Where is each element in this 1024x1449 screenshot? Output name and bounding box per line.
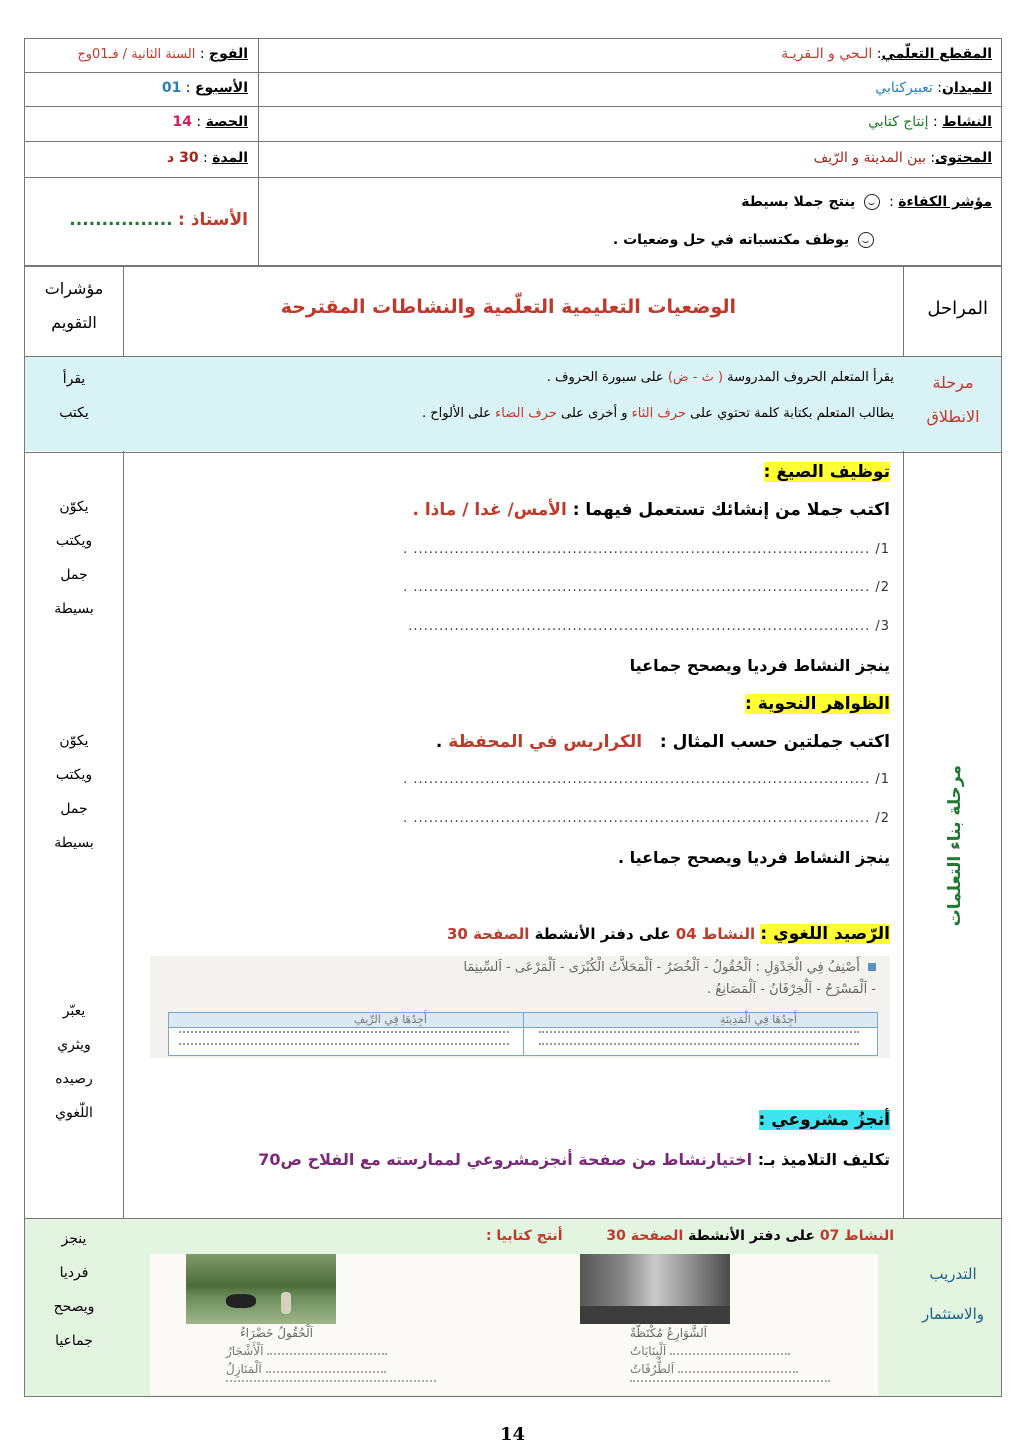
duration-row: المدة : 30 د bbox=[167, 150, 248, 166]
build-eval-c bbox=[26, 994, 122, 1130]
street-shape bbox=[580, 1306, 730, 1324]
practice-activity bbox=[486, 1228, 894, 1244]
week-row: الأسبوع : 01 bbox=[161, 80, 248, 96]
vocab-c: الصفحة 30 bbox=[446, 925, 530, 943]
session-value: 14 bbox=[172, 114, 192, 130]
header-row-line bbox=[24, 106, 1002, 107]
dots bbox=[226, 1380, 436, 1382]
eval-header-2: التقويم bbox=[51, 313, 97, 332]
grammar-line-2: 2/ ......................................................................................... . bbox=[403, 811, 890, 826]
launch-stage bbox=[905, 366, 1001, 434]
indicator-2: يوظف مكتسباته في حل وضعيات . bbox=[612, 232, 850, 248]
country-word-1: اَلْأَشْجَارُ bbox=[226, 1344, 264, 1358]
practice-act-b: على دفتر الأنشطة bbox=[688, 1228, 815, 1244]
content-label: المحتوى bbox=[935, 150, 992, 166]
country-line-1 bbox=[226, 1344, 387, 1358]
cow-shape bbox=[226, 1294, 256, 1308]
book-dots bbox=[539, 1031, 859, 1033]
build-stage: مرحلة بناء التعلمات bbox=[945, 765, 965, 927]
book-dots bbox=[179, 1043, 509, 1045]
book-col-city: أَجِدُهَا فِي الْمَدِينَةِ bbox=[719, 1013, 797, 1026]
city-line-1 bbox=[630, 1344, 790, 1358]
row-line bbox=[24, 452, 1002, 453]
project-line bbox=[258, 1150, 890, 1169]
book-table bbox=[168, 1012, 878, 1056]
practice-eval bbox=[26, 1222, 122, 1358]
city-photo bbox=[580, 1254, 730, 1324]
indicator-label: مؤشر الكفاءة bbox=[898, 194, 992, 210]
session-label: الحصة bbox=[205, 114, 248, 130]
city-word-1: اَلْبِنَايَاتُ bbox=[630, 1344, 667, 1358]
formulas-line-3: 3/ .......................................................................................... bbox=[408, 619, 890, 634]
launch-eval-2: يكتب bbox=[59, 405, 89, 421]
country-line-2 bbox=[226, 1362, 386, 1376]
practice-stage bbox=[905, 1254, 1001, 1334]
page-number: 14 bbox=[500, 1424, 526, 1445]
duration-value: 30 د bbox=[167, 150, 199, 166]
countryside-photo bbox=[186, 1254, 336, 1324]
practice-stage-2: والاستثمار bbox=[921, 1305, 985, 1323]
dots bbox=[630, 1380, 830, 1382]
practice-eval-4: جماعيا bbox=[55, 1333, 93, 1349]
segment-row: المقطع التعلّمي: الـحي و الـقريـة bbox=[781, 46, 992, 62]
vocab-b: على دفتر الأنشطة bbox=[534, 925, 671, 943]
grammar-example: الكراريس في المحفظة bbox=[448, 732, 643, 752]
practice-act-c: الصفحة 30 bbox=[606, 1228, 684, 1244]
build-eval-a4: بسيطة bbox=[54, 601, 94, 617]
activity-value: إنتاج كتابي bbox=[868, 114, 929, 130]
group-value: السنة الثانية / فـ01وج bbox=[77, 47, 196, 62]
city-word-2: اَلطُّرُقَاتُ bbox=[630, 1362, 675, 1376]
formulas-title bbox=[764, 462, 890, 482]
city-caption: اَلشَّوَارِعُ مُكْتَظَّةٌ bbox=[630, 1326, 707, 1340]
grammar-dot: . bbox=[435, 732, 443, 752]
project-title-text: أنجزُ مشروعي : bbox=[758, 1110, 890, 1130]
bullet-icon bbox=[868, 963, 876, 971]
launch-line-2 bbox=[422, 406, 894, 421]
content-value: بين المدينة و الرّيف bbox=[813, 150, 926, 166]
formulas-instr-text: اكتب جملا من إنشائك تستعمل فيهما : bbox=[572, 500, 890, 520]
book-col-country: أَجِدُهَا فِي الرِّيفِ bbox=[353, 1013, 427, 1026]
build-eval-b3: جمل bbox=[60, 801, 88, 817]
formulas-title-text: توظيف الصيغ : bbox=[763, 462, 890, 482]
project-a: تكليف التلاميذ بـ: bbox=[757, 1150, 890, 1169]
smiley-icon bbox=[858, 232, 874, 248]
dots bbox=[678, 1371, 798, 1373]
build-eval-c1: يعبّر bbox=[62, 1003, 86, 1019]
group-label: الفوج bbox=[209, 46, 248, 62]
launch-line-1 bbox=[547, 370, 894, 385]
launch-line-1c: على سبورة الحروف . bbox=[546, 370, 664, 385]
grammar-line-1: 1/ ......................................................................................... . bbox=[403, 772, 890, 787]
book-table-divider bbox=[523, 1013, 524, 1055]
stages-header: المراحل bbox=[927, 298, 988, 319]
week-value: 01 bbox=[161, 80, 182, 96]
duration-label: المدة bbox=[212, 150, 248, 166]
practice-eval-1: ينجز bbox=[61, 1231, 87, 1247]
practice-stage-1: التدريب bbox=[929, 1265, 977, 1283]
eval-header-1: مؤشرات bbox=[44, 279, 104, 298]
header-row-line bbox=[24, 72, 1002, 73]
practice-act-a: النشاط 07 bbox=[819, 1228, 894, 1244]
project-b: اختيارنشاط من صفحة أنجزمشروعي لممارسته مع الفلاح ص70 bbox=[258, 1150, 753, 1169]
grammar-title bbox=[745, 694, 890, 714]
formulas-words: الأمس/ غدا / ماذا . bbox=[412, 500, 567, 520]
city-line-2 bbox=[630, 1362, 798, 1376]
build-eval-b bbox=[26, 724, 122, 860]
build-eval-a3: جمل bbox=[60, 567, 88, 583]
book-line-1: أَصْنِفُ فِي الْجَدْوَلِ : اَلْحُقُولُ - اَلْخُضَرُ - اَلْمَحَلاَّتُ الْكُبْرَى - اَلْمَرْعَى - اَلسِّينِمَا bbox=[463, 960, 860, 975]
build-eval-c2: ويثري bbox=[57, 1037, 91, 1053]
individual-2: ينجز النشاط فرديا ويصحح جماعيا . bbox=[617, 848, 890, 867]
segment-value: الـحي و الـقريـة bbox=[781, 46, 873, 62]
build-eval-c3: رصيده bbox=[55, 1071, 93, 1087]
practice-eval-3: ويصحح bbox=[53, 1299, 95, 1315]
week-label: الأسبوع bbox=[194, 80, 248, 96]
individual-1: ينجز النشاط فرديا ويصحح جماعيا bbox=[629, 656, 890, 675]
vocab-a: النشاط 04 bbox=[675, 925, 756, 943]
build-eval-b1: يكوّن bbox=[59, 733, 89, 749]
teacher-value: ................ bbox=[69, 210, 173, 230]
smiley-icon bbox=[864, 194, 880, 210]
teacher-label: الأستاذ : bbox=[178, 210, 248, 230]
teacher-row bbox=[69, 210, 248, 230]
activity-label: النشاط bbox=[942, 114, 992, 130]
launch-line-2a: يطالب المتعلم بكتابة كلمة تحتوي على bbox=[690, 406, 894, 421]
book-line-2: - اَلْمَسْرَحُ - اَلْخِرْفَانُ - اَلْمَصَانِعُ . bbox=[707, 982, 876, 997]
formulas-line-1: 1/ ......................................................................................... . bbox=[403, 542, 890, 557]
book-dots bbox=[539, 1043, 859, 1045]
session-row: الحصة : 14 bbox=[172, 114, 248, 130]
launch-line-2d: حرف الضاء bbox=[495, 406, 557, 421]
field-row: الميدان: تعبيركتابي bbox=[875, 80, 992, 96]
grammar-instr-text: اكتب جملتين حسب المثال : bbox=[659, 732, 890, 752]
situations-header: الوضعيات التعليمية التعلّمية والنشاطات المقترحة bbox=[280, 296, 736, 318]
content-row: المحتوى: بين المدينة و الرّيف bbox=[813, 150, 992, 166]
launch-line-1a: يقرأ المتعلم الحروف المدروسة bbox=[727, 370, 894, 385]
header-row-line bbox=[24, 177, 1002, 178]
build-eval-b2: ويكتب bbox=[55, 767, 93, 783]
field-label: الميدان bbox=[942, 80, 992, 96]
country-word-2: اَلْمَنَازِلُ bbox=[226, 1362, 262, 1376]
eval-header bbox=[26, 272, 122, 340]
country-caption: اَلْحُقُولُ خَضْرَاءُ bbox=[240, 1326, 313, 1340]
activity-row: النشاط : إنتاج كتابي bbox=[868, 114, 992, 130]
indicator-1: ينتج جملا بسيطة bbox=[741, 194, 856, 210]
build-eval-a bbox=[26, 490, 122, 626]
launch-line-1b: ( ث - ض) bbox=[667, 370, 724, 385]
practice-image bbox=[150, 1254, 878, 1395]
vocab-row bbox=[447, 924, 890, 944]
formulas-line-2: 2/ ......................................................................................... . bbox=[403, 580, 890, 595]
grammar-title-text: الظواهر النحوية : bbox=[744, 694, 890, 714]
person-shape bbox=[281, 1292, 291, 1314]
dots bbox=[267, 1353, 387, 1355]
build-eval-c4: اللّغوي bbox=[55, 1105, 93, 1121]
grammar-instr bbox=[436, 732, 890, 752]
field-value: تعبيركتابي bbox=[875, 80, 933, 96]
build-eval-b4: بسيطة bbox=[54, 835, 94, 851]
book-dots bbox=[179, 1031, 509, 1033]
dots bbox=[670, 1353, 790, 1355]
book-exercise-image bbox=[150, 956, 890, 1058]
launch-stage-2: الانطلاق bbox=[926, 407, 980, 426]
launch-line-2c: و أخرى على bbox=[561, 406, 628, 421]
launch-line-2b: حرف الثاء bbox=[631, 406, 687, 421]
segment-label: المقطع التعلّمي bbox=[881, 46, 992, 62]
indicator-row-2 bbox=[613, 232, 874, 248]
practice-act-d: أنتج كتابيا : bbox=[485, 1228, 563, 1244]
build-eval-a1: يكوّن bbox=[59, 499, 89, 515]
practice-eval-2: فرديا bbox=[59, 1265, 89, 1281]
launch-stage-1: مرحلة bbox=[932, 373, 974, 392]
project-title bbox=[759, 1110, 890, 1130]
vocab-title: الرّصيد اللغوي : bbox=[760, 924, 890, 944]
launch-eval bbox=[26, 362, 122, 430]
formulas-instr bbox=[412, 500, 890, 520]
indicator-row: مؤشر الكفاءة : ينتج جملا بسيطة bbox=[741, 194, 992, 210]
dots bbox=[266, 1371, 386, 1373]
launch-line-2e: على الألواح . bbox=[422, 406, 492, 421]
build-eval-a2: ويكتب bbox=[55, 533, 93, 549]
group-row: الفوج : السنة الثانية / فـ01وج bbox=[77, 46, 248, 62]
launch-eval-1: يقرأ bbox=[62, 371, 86, 387]
header-row-line bbox=[24, 141, 1002, 142]
